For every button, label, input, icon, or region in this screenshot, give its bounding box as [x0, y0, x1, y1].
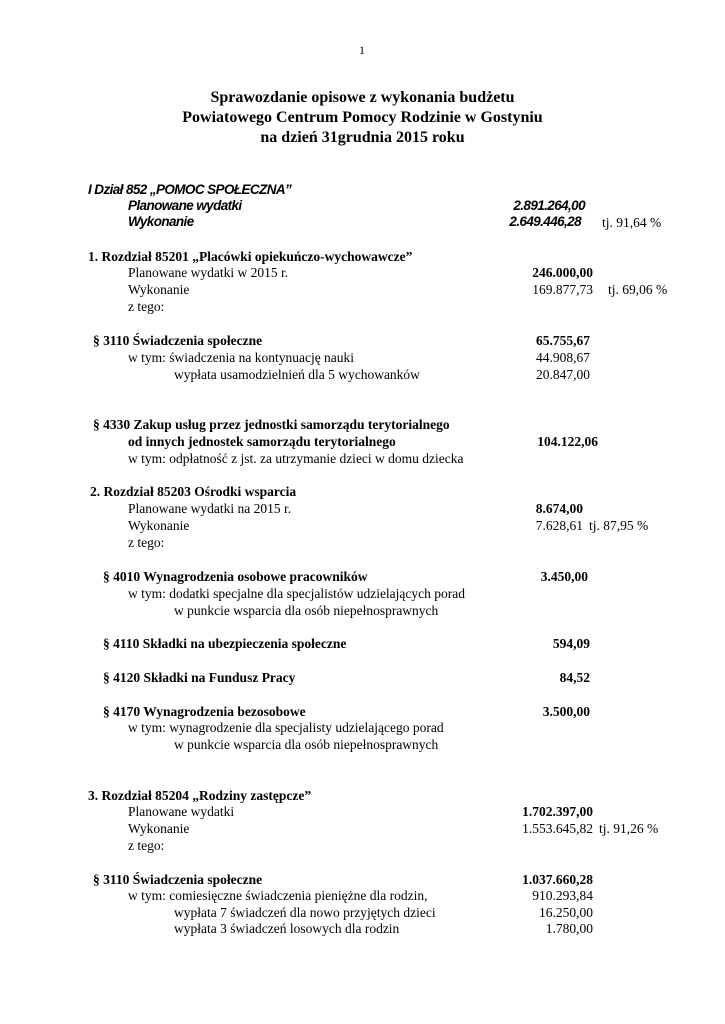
r85201-p3110-sub1-value: 44.908,67 [536, 350, 590, 365]
r85204-exec-label: Wykonanie [128, 821, 190, 836]
r85203-exec-pct: tj. 87,95 % [589, 518, 649, 533]
r85201-p4330-sub1: w tym: odpłatność z jst. za utrzymanie dzieci w domu dziecka [128, 451, 464, 466]
r85201-p3110-value: 65.755,67 [536, 333, 590, 348]
dzial-planned-label: Planowane wydatki [128, 198, 242, 213]
r85201-planned-value: 246.000,00 [532, 265, 593, 280]
r85204-planned-label: Planowane wydatki [128, 804, 235, 819]
r85203-p4170-sub1: w tym: wynagrodzenie dla specjalisty udzielającego porad [128, 720, 444, 735]
r85201-exec-pct: tj. 69,06 % [608, 282, 668, 297]
r85203-p4010-heading: § 4010 Wynagrodzenia osobowe pracowników [103, 569, 368, 584]
r85201-p4330-value: 104.122,06 [537, 434, 598, 449]
r85203-ztego: z tego: [128, 535, 165, 550]
r85203-p4010-sub2: w punkcie wsparcia dla osób niepełnosprawnych [174, 603, 439, 618]
page-number: 1 [359, 43, 365, 57]
r85201-exec-value: 169.877,73 [532, 282, 593, 297]
r85204-exec-value: 1.553.645,82 [522, 821, 593, 836]
r85203-heading: 2. Rozdział 85203 Ośrodki wsparcia [90, 484, 297, 499]
r85204-planned-value: 1.702.397,00 [522, 804, 593, 819]
r85203-p4170-value: 3.500,00 [542, 704, 590, 719]
r85203-p4170-sub2: w punkcie wsparcia dla osób niepełnosprawnych [174, 737, 439, 752]
r85203-planned-value: 8.674,00 [535, 501, 583, 516]
r85204-ztego: z tego: [128, 838, 165, 853]
r85204-heading: 3. Rozdział 85204 „Rodziny zastępcze” [88, 788, 312, 803]
r85201-heading: 1. Rozdział 85201 „Placówki opiekuńczo-wychowawcze” [88, 249, 413, 264]
r85204-p3110-heading: § 3110 Świadczenia społeczne [93, 872, 263, 887]
r85201-ztego: z tego: [128, 299, 165, 314]
report-title-line-1: Sprawozdanie opisowe z wykonania budżetu [210, 89, 515, 106]
r85201-p3110-sub2-label: wypłata usamodzielnień dla 5 wychowanków [174, 367, 420, 382]
r85204-p3110-sub1-label: w tym: comiesięczne świadczenia pieniężne dla rodzin, [128, 888, 428, 903]
r85203-p4120-heading: § 4120 Składki na Fundusz Pracy [103, 670, 296, 685]
r85201-p4330-heading-2: od innych jednostek samorządu terytorialnego [128, 434, 396, 449]
r85204-p3110-sub1-value: 910.293,84 [532, 888, 593, 903]
r85203-p4120-value: 84,52 [559, 670, 590, 685]
r85201-p3110-heading: § 3110 Świadczenia społeczne [93, 333, 263, 348]
r85203-p4010-value: 3.450,00 [540, 569, 588, 584]
r85204-p3110-sub3-label: wypłata 3 świadczeń losowych dla rodzin [174, 921, 400, 936]
r85204-exec-pct: tj. 91,26 % [599, 821, 659, 836]
r85201-p3110-sub2-value: 20.847,00 [536, 367, 590, 382]
r85203-exec-label: Wykonanie [128, 518, 190, 533]
r85203-planned-label: Planowane wydatki na 2015 r. [128, 501, 292, 516]
dzial-exec-pct: tj. 91,64 % [602, 215, 662, 230]
r85201-exec-label: Wykonanie [128, 282, 190, 297]
report-title-line-2: Powiatowego Centrum Pomocy Rodzinie w Gostyniu [182, 109, 543, 126]
dzial-planned-value: 2.891.264,00 [513, 198, 585, 213]
dzial-exec-label: Wykonanie [128, 214, 194, 229]
r85203-exec-value: 7.628,61 [535, 518, 583, 533]
r85203-p4110-value: 594,09 [552, 636, 590, 651]
r85203-p4110-heading: § 4110 Składki na ubezpieczenia społeczne [103, 636, 347, 651]
dzial-heading: I Dział 852 „POMOC SPOŁECZNA” [88, 182, 292, 197]
r85201-p4330-heading-1: § 4330 Zakup usług przez jednostki samorządu terytorialnego [93, 417, 450, 432]
r85204-p3110-sub3-value: 1.780,00 [545, 921, 593, 936]
report-title-line-3: na dzień 31grudnia 2015 roku [260, 129, 465, 146]
r85203-p4170-heading: § 4170 Wynagrodzenia bezosobowe [103, 704, 306, 719]
r85204-p3110-value: 1.037.660,28 [522, 872, 593, 887]
r85201-planned-label: Planowane wydatki w 2015 r. [128, 265, 289, 280]
r85203-p4010-sub1: w tym: dodatki specjalne dla specjalistów udzielających porad [128, 586, 466, 601]
r85204-p3110-sub2-label: wypłata 7 świadczeń dla nowo przyjętych dzieci [174, 905, 436, 920]
dzial-exec-value: 2.649.446,28 [509, 214, 581, 229]
r85201-p3110-sub1-label: w tym: świadczenia na kontynuację nauki [128, 350, 355, 365]
r85204-p3110-sub2-value: 16.250,00 [539, 905, 593, 920]
